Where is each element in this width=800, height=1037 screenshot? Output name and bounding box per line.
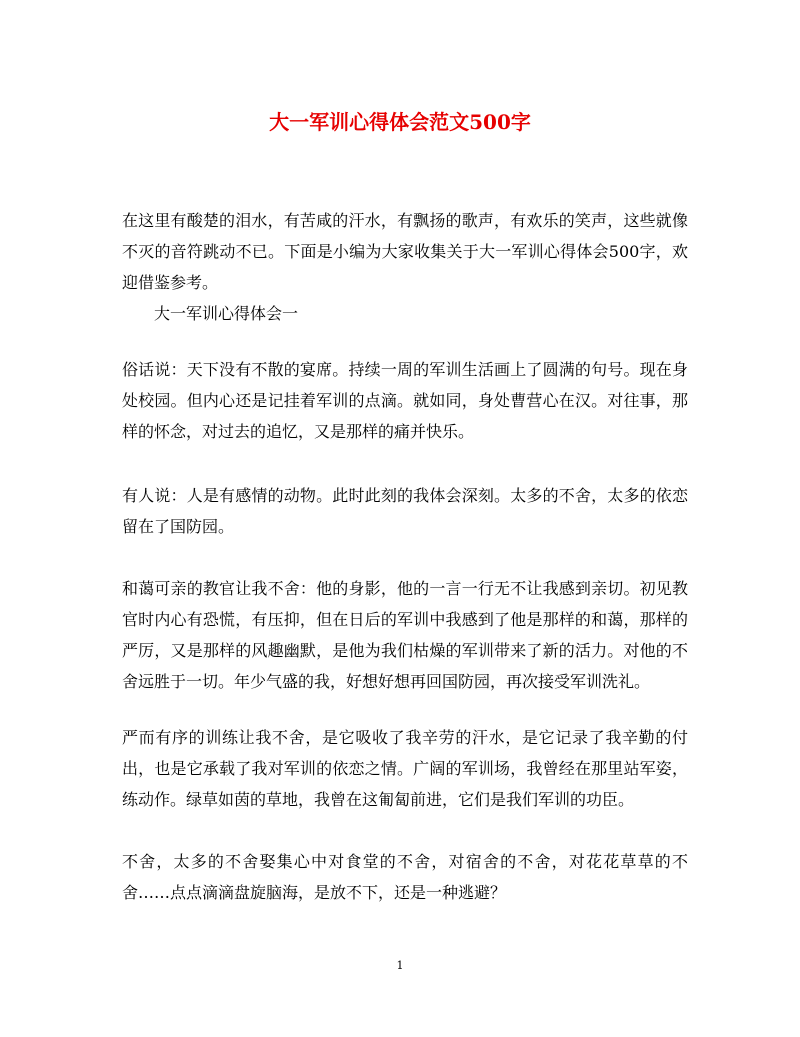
- section-heading: 大一军训心得体会一: [154, 304, 299, 323]
- body-paragraph: 不舍，太多的不舍娶集心中对食堂的不舍，对宿舍的不舍，对花花草草的不舍……点点滴滴盘旋脑海，是放不下，还是一种逃避？: [122, 852, 688, 902]
- document-title: 大一军训心得体会范文500字: [269, 110, 531, 134]
- body-paragraph: 俗话说：天下没有不散的宴席。持续一周的军训生活画上了圆满的句号。现在身处校园。但内心还是记挂着军训的点滴。就如同，身处曹营心在汉。对往事，那样的怀念，对过去的追忆，又是那样的痛并快乐。: [122, 360, 688, 441]
- intro-paragraph: 在这里有酸楚的泪水，有苦咸的汗水，有飘扬的歌声，有欢乐的笑声，这些就像不灭的音符跳动不已。下面是小编为大家收集关于大一军训心得体会500字，欢迎借鉴参考。: [122, 211, 688, 292]
- body-paragraph: 严而有序的训练让我不舍，是它吸收了我辛劳的汗水，是它记录了我辛勤的付出，也是它承载了我对军训的依恋之情。广阔的军训场，我曾经在那里站军姿，练动作。绿草如茵的草地，我曾在这匍匐前进，它们是我们军训的功臣。: [122, 728, 688, 809]
- body-paragraph: 有人说：人是有感情的动物。此时此刻的我体会深刻。太多的不舍，太多的依恋留在了国防园。: [122, 486, 688, 536]
- body-paragraph: 和蔼可亲的教官让我不舍：他的身影，他的一言一行无不让我感到亲切。初见教官时内心有恐慌，有压抑，但在日后的军训中我感到了他是那样的和蔼，那样的严厉，又是那样的风趣幽默，是他为我们枯燥的军训带来了新的活力。对他的不舍远胜于一切。年少气盛的我，好想好想再回国防园，再次接受军训洗礼。: [122, 579, 688, 691]
- page-number: 1: [396, 959, 404, 972]
